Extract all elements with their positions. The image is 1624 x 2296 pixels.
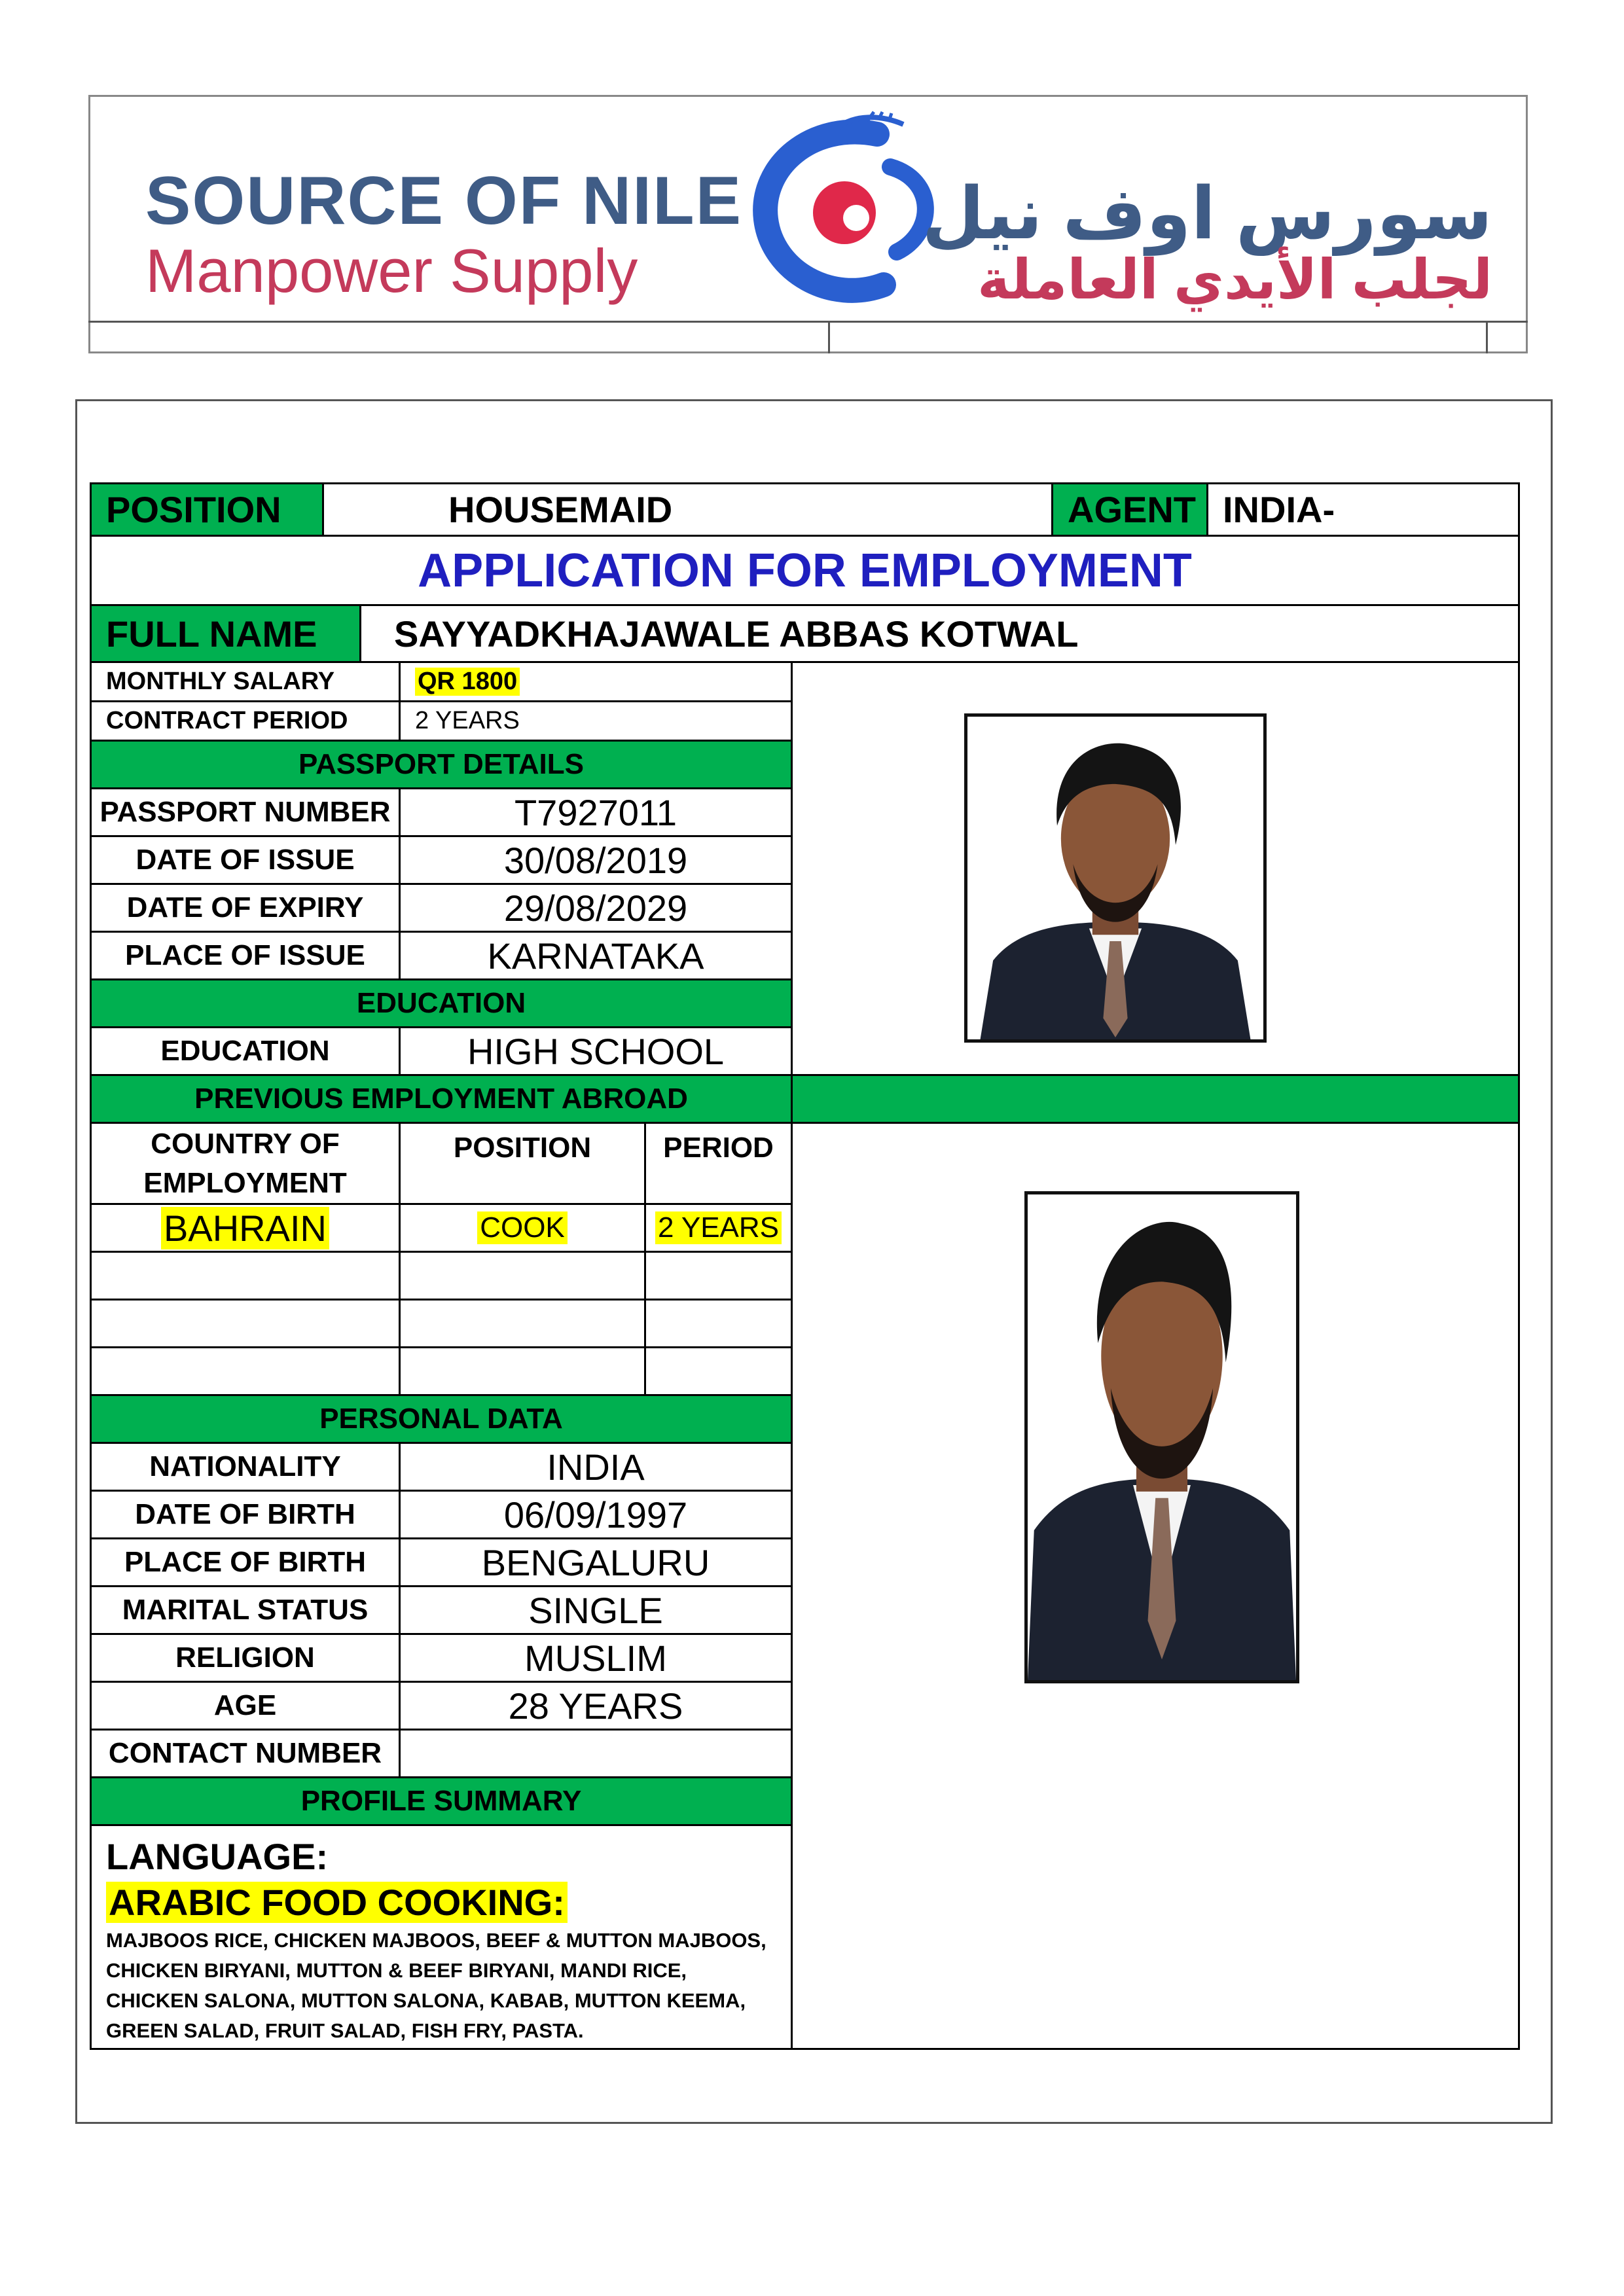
nationality-value: INDIA <box>399 1442 793 1492</box>
education-header: EDUCATION <box>90 978 793 1028</box>
contract-period-label: CONTRACT PERIOD <box>90 700 401 742</box>
country-of-employment-header: COUNTRY OF EMPLOYMENT <box>90 1122 401 1205</box>
marital-status-label: MARITAL STATUS <box>90 1585 401 1635</box>
employment-position: COOK <box>477 1211 568 1244</box>
place-of-issue-label: PLACE OF ISSUE <box>90 931 401 980</box>
employment-country: BAHRAIN <box>161 1207 329 1249</box>
profile-summary-body <box>90 1824 793 2050</box>
position-value: HOUSEMAID <box>322 482 1053 537</box>
monthly-salary-value: QR 1800 <box>415 668 520 696</box>
education-value: HIGH SCHOOL <box>399 1026 793 1076</box>
person-portrait-icon <box>967 717 1263 1039</box>
age-value: 28 YEARS <box>399 1681 793 1731</box>
employment-country-cell <box>90 1203 401 1253</box>
applicant-photo <box>964 713 1267 1043</box>
passport-details-header: PASSPORT DETAILS <box>90 740 793 789</box>
agent-label: AGENT <box>1051 482 1208 537</box>
letterhead-divider <box>828 321 830 353</box>
position-label: POSITION <box>90 482 324 537</box>
empty-cell <box>399 1346 646 1396</box>
empty-cell <box>399 1299 646 1348</box>
company-name-en: SOURCE OF NILE <box>145 163 743 239</box>
applicant-photo-full <box>1024 1191 1299 1683</box>
date-of-birth-label: DATE OF BIRTH <box>90 1490 401 1539</box>
empty-cell <box>644 1299 793 1348</box>
company-tagline-en: Manpower Supply <box>145 236 638 305</box>
place-of-birth-value: BENGALURU <box>399 1537 793 1587</box>
passport-number-value: T7927011 <box>399 787 793 837</box>
profile-summary-header: PROFILE SUMMARY <box>90 1776 793 1826</box>
full-name-label: FULL NAME <box>90 604 361 663</box>
marital-status-value: SINGLE <box>399 1585 793 1635</box>
date-of-expiry-value: 29/08/2029 <box>399 883 793 933</box>
empty-cell <box>90 1346 401 1396</box>
employment-position-cell <box>399 1203 646 1253</box>
language-label: LANGUAGE: <box>106 1836 329 1877</box>
empty-cell <box>644 1251 793 1300</box>
employment-period-cell <box>644 1203 793 1253</box>
passport-number-label: PASSPORT NUMBER <box>90 787 401 837</box>
agent-value: INDIA- <box>1206 482 1520 537</box>
empty-cell <box>90 1299 401 1348</box>
period-column-header: PERIOD <box>644 1122 793 1205</box>
empty-cell <box>90 1251 401 1300</box>
date-of-issue-label: DATE OF ISSUE <box>90 835 401 885</box>
company-name-ar: سورس اوف نيل <box>922 173 1492 254</box>
age-label: AGE <box>90 1681 401 1731</box>
monthly-salary-label: MONTHLY SALARY <box>90 661 401 702</box>
company-tagline-ar: لجلب الأيدي العاملة <box>977 249 1492 310</box>
date-of-expiry-label: DATE OF EXPIRY <box>90 883 401 933</box>
cooking-label: ARABIC FOOD COOKING: <box>106 1882 568 1923</box>
place-of-issue-value: KARNATAKA <box>399 931 793 980</box>
religion-value: MUSLIM <box>399 1633 793 1683</box>
religion-label: RELIGION <box>90 1633 401 1683</box>
empty-cell <box>399 1251 646 1300</box>
previous-employment-header: PREVIOUS EMPLOYMENT ABROAD <box>90 1074 793 1124</box>
letterhead-divider <box>88 321 1528 323</box>
education-label: EDUCATION <box>90 1026 401 1076</box>
date-of-birth-value: 06/09/1997 <box>399 1490 793 1539</box>
nationality-label: NATIONALITY <box>90 1442 401 1492</box>
place-of-birth-label: PLACE OF BIRTH <box>90 1537 401 1587</box>
empty-cell <box>644 1346 793 1396</box>
position-column-header: POSITION <box>399 1122 646 1205</box>
letterhead-divider <box>1486 321 1488 353</box>
contact-number-value <box>399 1729 793 1778</box>
form-title: APPLICATION FOR EMPLOYMENT <box>90 535 1520 606</box>
employment-period: 2 YEARS <box>655 1211 782 1244</box>
previous-employment-header-fill <box>791 1074 1520 1124</box>
contract-period-value: 2 YEARS <box>399 700 793 742</box>
cooking-line <box>106 1880 776 1926</box>
person-portrait-icon <box>1028 1194 1296 1680</box>
personal-data-header: PERSONAL DATA <box>90 1394 793 1444</box>
contact-number-label: CONTACT NUMBER <box>90 1729 401 1778</box>
full-name-value: SAYYADKHAJAWALE ABBAS KOTWAL <box>359 604 1520 663</box>
monthly-salary-cell <box>399 661 793 702</box>
dish-list: MAJBOOS RICE, CHICKEN MAJBOOS, BEEF & MUTTON MAJBOOS, CHICKEN BIRYANI, MUTTON & BEEF BIRYANI, MANDI RICE, CHICKEN SALONA, MUTTON SALONA, KABAB, MUTTON KEEMA, GREEN SALAD, FRUIT SALAD, FISH FRY, PASTA. <box>106 1929 767 2042</box>
date-of-issue-value: 30/08/2019 <box>399 835 793 885</box>
